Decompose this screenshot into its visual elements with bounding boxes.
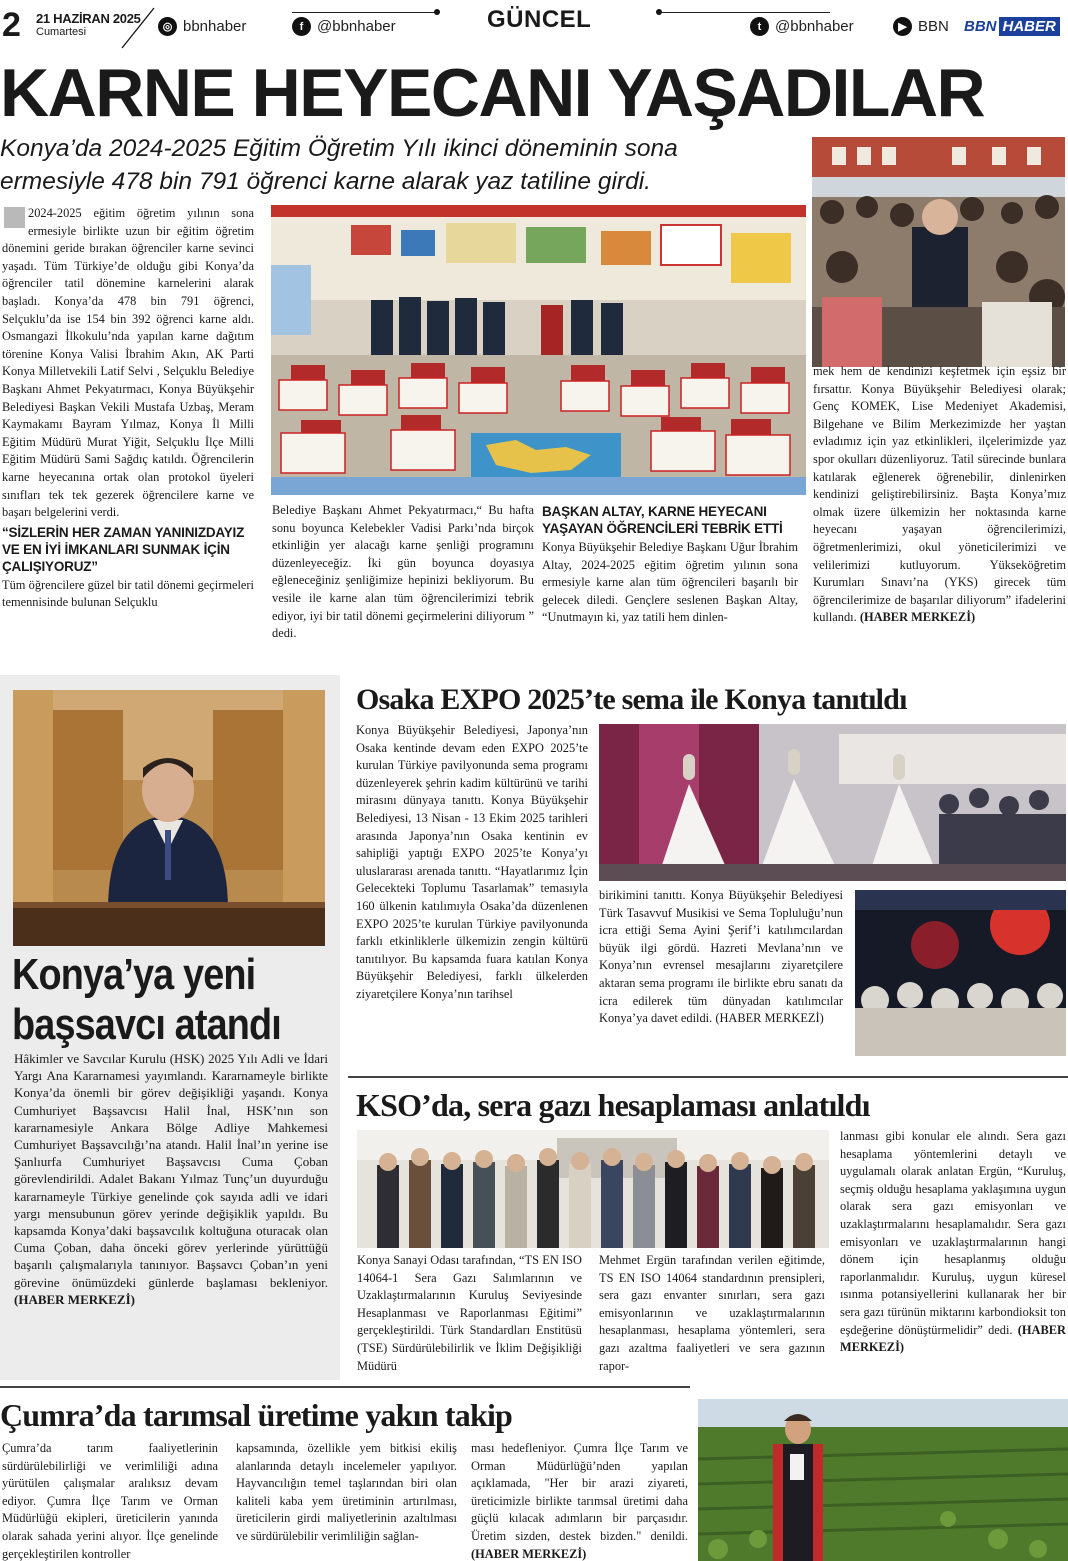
cumra-col-2 <box>236 1440 457 1561</box>
header-rule-left <box>292 12 437 13</box>
main-col-1-text-2: Tüm öğrencilere güzel bir tatil dönemi geçirmeleri temennisinde bulunan Selçuklu <box>2 577 254 610</box>
logo-haber-text: HABER <box>999 17 1060 36</box>
page-header <box>0 0 1068 50</box>
classroom-photo <box>271 205 806 495</box>
kso-col-1-text: Konya Sanayi Odası tarafından, “TS EN ISO 14064-1 Sera Gazı Salımlarının ve Uzaklaştırmalarının Kuruluş Seviyesinde Hesaplanması ve Raporlanması Eğitimi” gerçekleştirildi. Türk Standardları Enstitüsü (TSE) Sürdürülebilirlik ve İklim Değişikliği Müdürü <box>357 1253 582 1373</box>
main-col-4 <box>813 363 1066 666</box>
header-dot-left <box>434 9 440 15</box>
prosecutor-text-col <box>14 1050 328 1368</box>
expo-pavilion-photo <box>855 890 1066 1056</box>
twitter-icon: t <box>750 17 769 36</box>
main-col-1 <box>2 205 254 665</box>
main-col-2-text: Belediye Başkanı Ahmet Pekyatırmacı,“ Bu hafta sonu boyunca Kelebekler Vadisi Parkı’nda birçok etkinliğin yer alacağı karne şenliği programını düzenleyeceğiz. İki gün boyunca doyasıya eğleneceğiniz şenliğimize hepinizi bekliyorum. Bu vesile ile karne alan tüm öğrencilerimizi tebrik ediyor, iyi bir tatil dönemi geçirmelerini diliyorum ” dedi. <box>272 503 534 641</box>
facebook-handle: @bbnhaber <box>317 18 396 35</box>
main-col-4-text: mek hem de kendinizi keşfetmek için eşsiz bir fırsattır. Konya Büyükşehir Belediyesi olarak; Genç KOMEK, Lise Medeniyet Akademisi, Bilgehane ve Bilim Merkezimizde her yaştan evladımız için yaz etkinlikleri, ilçelerimizde yaz spor okulları düzenliyoruz. Tatil sürecinde bunlara katılarak eğlenerek öğrenebilir, dinlenirken kendinizi geliştirebilirsiniz. Başta Konya’mız olmak üzere ülkemizin her noktasında karne heyecanı yaşayan öğrencilerimizi, öğretmenlerimizi, okul yöneticilerimizi ve velilerimizi kutluyorum. Yükseköğretim Kurumları Sınavı’na (YKS) girecek tüm öğrencilerimize de başarılar diliyorum” ifadelerini kullandı. <box>813 364 1066 625</box>
cumra-col-3-text: ması hedefleniyor. Çumra İlçe Tarım ve Orman Müdürlüğü’nden yapılan açıklamada, "Her bir arazi ziyareti, üreticimizle birlikte tarımsal üretimi daha güçlü kılacak adımların bir parçasıdır. Üretim sizden, destek bizden." denildi. <box>471 1441 688 1543</box>
youtube-icon: ▶ <box>893 17 912 36</box>
kso-col-2-text: Mehmet Ergün tarafından verilen eğitimde, TS EN ISO 14064 standardının prensipleri, sera gazı envanter sınırları, sera gazı emisyonlarının ve uzaklaştırmalarının hesaplanması, hesaplama yöntemleri, sera gazı azaltma faaliyetleri ve sera gazının rapor- <box>599 1253 825 1373</box>
sema-photo <box>599 724 1066 881</box>
kso-photo <box>357 1130 829 1248</box>
kso-photo-svg <box>357 1130 829 1248</box>
section-divider-2 <box>0 1386 690 1388</box>
field-photo <box>698 1399 1068 1561</box>
header-slash-divider <box>118 6 158 50</box>
cumra-col-3 <box>471 1440 688 1561</box>
bbn-haber-logo[interactable] <box>964 17 1060 36</box>
kso-col-3-text: lanması gibi konular ele alındı. Sera gazı hesaplama yöntemlerini detaylı ve uygulamalı olarak anlatan Ergün, “Kuruluş, seçmiş olduğu hesaplama yaklaşımına uygun olarak sera gazı emisyonları ve uzaklaştırmalarını hesaplamalıdır. Sera gazı emisyonları ve uzaklaştırmalarının hangi dönem için hesaplanmış olduğu raporlanmalıdır. Kuruluş, uygun küresel ısınma potansiyellerini kullanarak her bir sera gazı türünün miktarını karbondioksit ton eşdeğerine dönüştürmelidir” dedi. <box>840 1129 1066 1337</box>
cumra-headline: Çumra’da tarımsal üretime yakın takip <box>0 1397 513 1433</box>
kso-col-2 <box>599 1252 825 1378</box>
main-col-3-subhead: BAŞKAN ALTAY, KARNE HEYECANI YAŞAYAN ÖĞRENCİLERİ TEBRİK ETTİ <box>542 504 783 536</box>
prosecutor-photo <box>13 690 325 946</box>
logo-bbn-text: BBN <box>964 18 997 35</box>
expo-pavilion-photo-svg <box>855 890 1066 1056</box>
field-photo-svg <box>698 1399 1068 1561</box>
prosecutor-text: Hâkimler ve Savcılar Kurulu (HSK) 2025 Yılı Adli ve İdari Yargı Ana Kararnamesi yayımlandı. Kararnameyle birlikte Konya’da önemli bir görev değişikliği yaşandı. Konya Cumhuriyet Başsavcısı Halil İnal, HSK’nın son kararnamesiyle Ankara Bölge Adliye Mahkemesi Cumhuriyet Başsavcılığı’na atandı. Halil İnal’ın yerine ise Şanlıurfa Cumhuriyet Başsavcısı Cuma Çoban görevlendirildi. Adalet Bakanı Yılmaz Tunç’un duyurduğu kararnameyle Türkiye genelinde çok sayıda adli ve idari yargı mensubunun görev yerinde değişiklik yapıldı. Bu kapsamda Konya’daki başsavcılık koltuğuna oturacak olan Cuma Çoban, daha önceki görev yerlerinde yürüttüğü başarılı çalışmalarıyla tanınıyor. Başsavcı Çoban’ın yeni görevine önümüzdeki günlerde başlaması bekleniyor. <box>14 1051 328 1290</box>
sema-photo-svg <box>599 724 1066 881</box>
header-rule-right <box>660 12 830 13</box>
youtube-link[interactable] <box>893 17 949 36</box>
main-signature: (HABER MERKEZİ) <box>859 610 976 625</box>
facebook-icon: f <box>292 17 311 36</box>
expo-col-1-text: Konya Büyükşehir Belediyesi, Japonya’nın Osaka kentinde devam eden EXPO 2025’te kurulan Türkiye pavilyonunda sema programı düzenleyerek şehrin kadim kültürünü ve tarihi mirasını dünyaya tanıttı. Konya Büyükşehir Belediyesi, 13 Nisan - 13 Ekim 2025 tarihleri arasında Japonya’nın Osaka kentinin ev sahipliği yaptığı EXPO 2025’te Konya’yı uluslararası arenada tanıttı. “Hayatlarımız İçin Gelecekteki Toplumu Tasarlamak” temasıyla 160 ülkenin katılımıyla Osaka’da düzenlenen EXPO 2025’te kurulan Türkiye pavilyonunda farklı etkinliklerle ülkemizin zengin kültürü tanıtılıyor. Bu kapsamda fuara katılan Konya Büyükşehir Belediyesi, farklı ülkelerden ziyaretçilere Konya’nın tarihsel <box>356 723 588 1001</box>
main-headline: KARNE HEYECANI YAŞADILAR <box>0 55 985 131</box>
section-divider-1 <box>348 1076 1068 1078</box>
expo-headline: Osaka EXPO 2025’te sema ile Konya tanıtıldı <box>356 683 907 716</box>
cumra-col-2-text: kapsamında, özellikle yem bitkisi ekiliş alanlarında detaylı incelemeler yapılıyor. Hayvancılığın temel taşlarından biri olan kaliteli kaba yem üretiminin artırılması, üreticilerin girdi maliyetlerinin azaltılması ve sürdürülebilir verimliliğin sağlan- <box>236 1441 457 1543</box>
prosecutor-signature: (HABER MERKEZİ) <box>14 1291 135 1307</box>
kso-headline: KSO’da, sera gazı hesaplaması anlatıldı <box>356 1087 870 1123</box>
twitter-handle: @bbnhaber <box>775 18 854 35</box>
issue-weekday: Cumartesi <box>36 26 87 38</box>
cumra-col-1-text: Çumra’da tarım faaliyetlerinin sürdürülebilirliği ve verimliliği adına yürütülen çalışmalar aralıksız devam ediyor. Çumra İlçe Tarım ve Orman Müdürlüğü ekipleri, üreticilerin yanında olarak sahada yerini alıyor. İlçe genelinde gerçekleştirilen kontroller <box>2 1441 218 1561</box>
classroom-photo-svg <box>271 205 806 495</box>
instagram-handle: bbnhaber <box>183 18 247 35</box>
kso-col-1 <box>357 1252 582 1378</box>
facebook-link[interactable] <box>292 17 396 36</box>
expo-col-2 <box>599 887 843 1065</box>
twitter-link[interactable] <box>750 17 854 36</box>
cumra-col-1 <box>2 1440 218 1561</box>
instagram-icon: ◎ <box>158 17 177 36</box>
main-col-3-text: Konya Büyükşehir Belediye Başkanı Uğur İbrahim Altay, 2024-2025 eğitim öğretim yılının sona ermesiyle karne alan tüm öğrencileri başarılı bir gelecek diledi. Gençlere seslenen Başkan Altay, “Unutmayın ki, yaz tatili hem dinlen- <box>542 540 798 625</box>
instagram-link[interactable] <box>158 17 246 36</box>
kso-col-3 <box>840 1128 1066 1378</box>
kso-signature: (HABER MERKEZİ) <box>840 1322 1066 1355</box>
main-deck-line-2: ermesiyle 478 bin 791 öğrenci karne alarak yaz tatiline girdi. <box>0 168 651 195</box>
main-col-1-text: 2024-2025 eğitim öğretim yılının sona ermesiyle birlikte uzun bir eğitim öğretim dönemini geride bırakan öğrenciler karne sevinci yaşadı. Tüm Türkiye’de olduğu gibi Konya’da öğrenciler tatil dönemine karnelerini alarak başladı. Konya’da 478 bin 791 öğrenci, Selçuklu’da ise 154 bin 392 öğrenci karne aldı. Osmangazi İlkokulu’nda yapılan karne dağıtım törenine Konya Valisi İbrahim Akın, AK Parti Konya Milletvekili Latif Selvi , Selçuklu Belediye Başkanı Ahmet Pekyatırmacı, Konya Büyükşehir Belediyesi Başkan Vekili Mustafa Uzbaş, Meram Kaymakamı Bayram Yılmaz, Konya İl Milli Eğitim Müdürü Murat Yiğit, Selçuklu İlçe Milli Eğitim Müdürü Sami Sağdıç katıldı. Öğrencilerin karne heyecanına ortak olan protokol üyeleri sınıfları tek tek gezerek öğrencilere karne ve başarı belgelerini verdi. <box>2 206 254 520</box>
expo-col-2-text: birikimini tanıttı. Konya Büyükşehir Belediyesi Türk Tasavvuf Musikisi ve Sema Topluluğu’nun icra ettiği Sema Ayini Şerif’i katılımcılardan büyük ilgi gördü. Hazreti Mevlana’nın ve Konya’nın evrensel mesajlarını ziyaretçilere aktaran sema programı ile birlikte ebru sanatı da icra edilerek tüm dünyadan katılımcılar Konya’ya davet edildi. <box>599 888 843 1026</box>
issue-date: 21 HAZİRAN 2025 <box>36 11 141 26</box>
cumra-signature: (HABER MERKEZİ) <box>471 1546 587 1561</box>
section-title: GÜNCEL <box>487 6 592 33</box>
expo-signature: (HABER MERKEZİ) <box>715 1011 824 1026</box>
main-col-2 <box>272 502 534 664</box>
prosecutor-headline-1: Konya’ya yeni <box>12 950 256 999</box>
expo-col-1 <box>356 722 588 1064</box>
page-number: 2 <box>2 6 21 44</box>
youtube-handle: BBN <box>918 18 949 35</box>
main-col-1-subhead: “SİZLERİN HER ZAMAN YANINIZDAYIZ VE EN İYİ İMKANLARI SUNMAK İÇİN ÇALIŞIYORUZ” <box>2 524 245 574</box>
crowd-photo-svg <box>812 137 1065 367</box>
crowd-photo <box>812 137 1065 367</box>
prosecutor-headline-2: başsavcı atandı <box>12 1000 281 1049</box>
prosecutor-photo-svg <box>13 690 325 946</box>
drop-spacer <box>2 205 28 227</box>
main-deck-line-1: Konya’da 2024-2025 Eğitim Öğretim Yılı ikinci döneminin sona <box>0 135 678 162</box>
main-col-3 <box>542 503 798 665</box>
